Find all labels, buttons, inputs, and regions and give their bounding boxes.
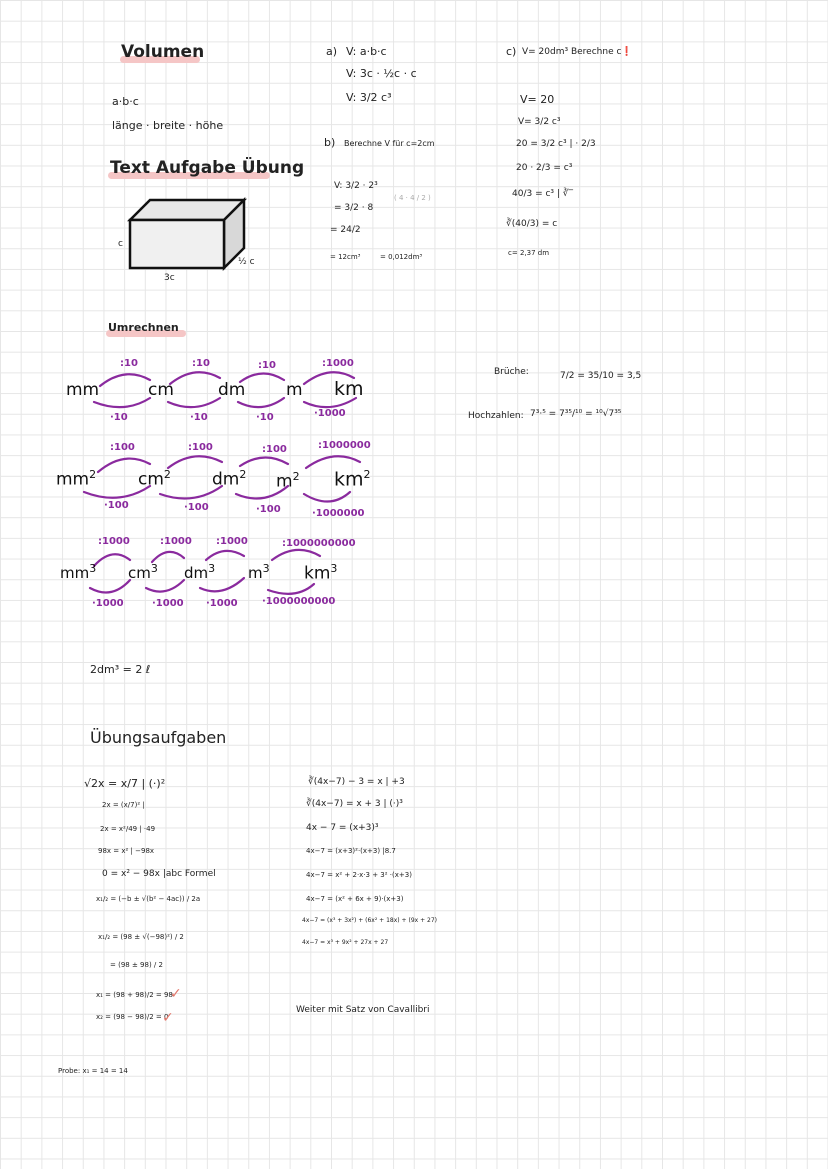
uebung-right-6: 4x−7 = (x³ + 3x²) + (6x² + 18x) + (9x + 27) — [302, 917, 437, 924]
part-b-line2: = 3/2 · 8 — [334, 203, 374, 213]
part-c-line4: 20 · 2/3 = c³ — [516, 163, 573, 173]
formula-abc: a·b·c — [112, 95, 139, 108]
r1-bottom-2: ·10 — [256, 412, 274, 423]
unit-cm2: $cm^2$ — [138, 468, 171, 490]
check-icon: ✓ — [162, 1010, 174, 1026]
umrechnen-title: Umrechnen — [108, 321, 179, 334]
box-label-half-c: ½ c — [238, 257, 255, 267]
part-c-line2: V= 3/2 c³ — [518, 117, 561, 127]
textaufgabe-title: Text Aufgabe Übung — [110, 158, 305, 178]
part-b-line4b: = 0,012dm³ — [380, 253, 423, 261]
part-c-line3: 20 = 3/2 c³ | · 2/3 — [516, 139, 596, 149]
r1-bottom-1: ·10 — [190, 412, 208, 423]
r2-top-3: :1000000 — [318, 440, 371, 451]
unit-dm3: $dm^3$ — [184, 562, 216, 582]
part-b-line3: = 24/2 — [330, 225, 361, 235]
r2-top-0: :100 — [110, 442, 135, 453]
weiter-note: Weiter mit Satz von Cavallibri — [296, 1005, 430, 1015]
uebung-left-5: x₁/₂ = (−b ± √(b² − 4ac)) / 2a — [96, 895, 201, 903]
uebung-left-7: = (98 ± 98) / 2 — [110, 961, 163, 969]
uebung-right-5: 4x−7 = (x² + 6x + 9)·(x+3) — [306, 895, 404, 903]
uebung-left-9: x₂ = (98 − 98)/2 = 0 — [96, 1013, 169, 1021]
uebung-left-0: √2x = x/7 | (·)² — [84, 777, 166, 790]
r2-bottom-1: ·100 — [184, 502, 209, 513]
part-c-label: c) — [506, 45, 517, 58]
unit-mm: mm — [66, 380, 100, 400]
part-a-line3: V: 3/2 c³ — [346, 91, 392, 104]
check-icon: ✓ — [170, 986, 182, 1002]
part-c-line1: V= 20 — [520, 93, 555, 106]
unit-cm: cm — [148, 380, 174, 400]
r2-bottom-3: ·1000000 — [312, 508, 365, 519]
r1-bottom-0: ·10 — [110, 412, 128, 423]
part-a-line2: V: 3c · ½c · c — [346, 67, 417, 80]
uebung-left-4: 0 = x² − 98x |abc Formel — [102, 869, 216, 879]
uebung-right-3: 4x−7 = (x+3)²·(x+3) |8.7 — [306, 847, 396, 855]
r2-top-2: :100 — [262, 444, 287, 455]
part-b-label: b) — [324, 136, 336, 149]
r1-top-1: :10 — [192, 358, 210, 369]
part-b-line4: = 12cm³ — [330, 253, 361, 261]
unit-m3: $m^3$ — [248, 562, 270, 582]
r1-top-3: :1000 — [322, 358, 354, 369]
uebung-left-2: 2x = x²/49 | ·49 — [100, 825, 156, 833]
volumen-title: Volumen — [121, 42, 205, 62]
unit-dm2: $dm^2$ — [212, 468, 247, 490]
box-label-c: c — [118, 239, 123, 249]
uebung-title: Übungsaufgaben — [90, 728, 227, 747]
unit-km: km — [334, 378, 364, 400]
uebung-right-7: 4x−7 = x³ + 9x² + 27x + 27 — [302, 939, 389, 946]
brueche-label: Brüche: — [494, 367, 529, 377]
r2-top-1: :100 — [188, 442, 213, 453]
r1-top-0: :10 — [120, 358, 138, 369]
uebung-right-4: 4x−7 = x² + 2·x·3 + 3² ·(x+3) — [306, 871, 412, 879]
r3-bottom-3: ·1000000000 — [262, 596, 336, 607]
hochzahlen-label: Hochzahlen: — [468, 411, 524, 421]
r3-top-2: :1000 — [216, 536, 248, 547]
uebung-left-3: 98x = x² | −98x — [98, 847, 155, 855]
hochzahlen-expr: 7³·⁵ = 7³⁵/¹⁰ = ¹⁰√7³⁵ — [530, 409, 622, 419]
r3-top-0: :1000 — [98, 536, 130, 547]
r1-bottom-3: ·1000 — [314, 408, 346, 419]
unit-cm3: $cm^3$ — [128, 562, 158, 582]
brueche-expr: 7/2 = 35/10 = 3,5 — [560, 371, 642, 381]
part-b-heading: Berechne V für c=2cm — [344, 139, 435, 148]
r1-top-2: :10 — [258, 360, 276, 371]
formula-words: länge · breite · höhe — [112, 119, 224, 132]
part-b-aside: ( 4 · 4 / 2 ) — [394, 194, 431, 202]
unit-dm: dm — [218, 380, 246, 400]
r3-top-3: :1000000000 — [282, 538, 356, 549]
unit-km2: $km^2$ — [334, 468, 371, 491]
part-a-line1: V: a·b·c — [346, 45, 387, 58]
uebung-left-8: x₁ = (98 + 98)/2 = 98 — [96, 991, 173, 999]
uebung-left-1: 2x = (x/7)² | — [102, 801, 145, 809]
part-a-label: a) — [326, 45, 338, 58]
part-c-heading: V= 20dm³ Berechne c❗ — [522, 47, 633, 57]
unit-m2: $m^2$ — [276, 470, 300, 492]
liter-note: 2dm³ = 2 ℓ — [90, 663, 151, 676]
uebung-right-1: ∛(4x−7) = x + 3 | (·)³ — [306, 799, 403, 809]
probe-note: Probe: x₁ = 14 = 14 — [58, 1067, 128, 1075]
part-b-line1: V: 3/2 · 2³ — [334, 181, 378, 191]
r3-bottom-0: ·1000 — [92, 598, 124, 609]
unit-mm2: $mm^2$ — [56, 468, 97, 490]
r2-bottom-2: ·100 — [256, 504, 281, 515]
uebung-right-2: 4x − 7 = (x+3)³ — [306, 823, 379, 833]
unit-m: m — [286, 380, 303, 400]
r3-top-1: :1000 — [160, 536, 192, 547]
part-c-line5: 40/3 = c³ | ∛‾ — [512, 189, 574, 199]
uebung-right-0: ∛(4x−7) − 3 = x | +3 — [308, 777, 405, 787]
r2-bottom-0: ·100 — [104, 500, 129, 511]
unit-mm3: $mm^3$ — [60, 562, 97, 582]
unit-km3: $km^3$ — [304, 562, 338, 584]
uebung-left-6: x₁/₂ = (98 ± √(−98)²) / 2 — [98, 933, 184, 941]
r3-bottom-2: ·1000 — [206, 598, 238, 609]
box-label-3c: 3c — [164, 273, 175, 283]
part-c-line6: ∛(40/3) = c — [506, 219, 558, 229]
part-c-line7: c= 2,37 dm — [508, 249, 550, 257]
r3-bottom-1: ·1000 — [152, 598, 184, 609]
